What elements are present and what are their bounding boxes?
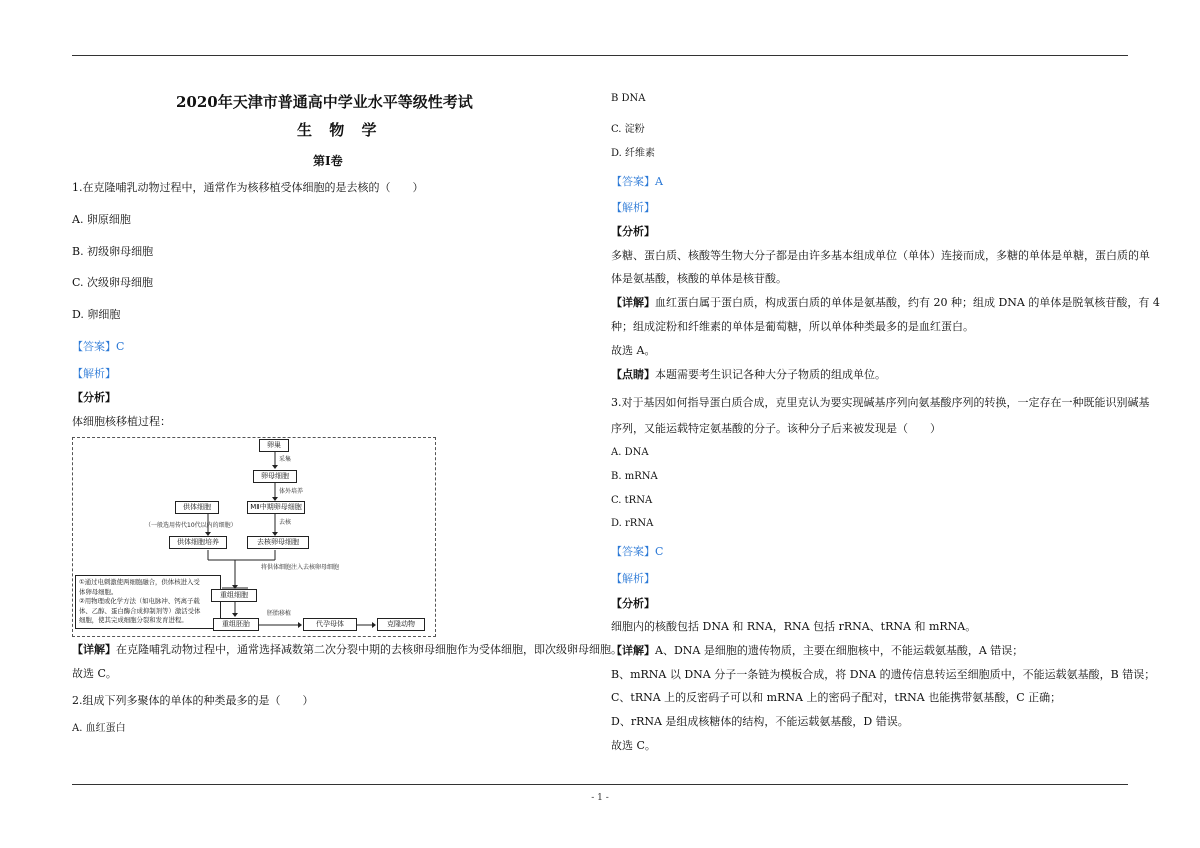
box-quhe: 去核卵母细胞 xyxy=(247,536,309,549)
q2-answer: 【答案】A xyxy=(611,175,663,188)
label-yizhi: 胚胎移植 xyxy=(267,610,292,617)
top-rule xyxy=(72,55,1128,56)
q2-option-c: C. 淀粉 xyxy=(611,124,645,135)
q1-xiangjie-text: 在克隆哺乳动物过程中，通常选择减数第二次分裂中期的去核卵母细胞作为受体细胞，即次级卵母细胞。 xyxy=(116,643,622,656)
q3-fenxi-tag: 【分析】 xyxy=(611,597,655,610)
q1-option-b: B. 初级卵母细胞 xyxy=(72,245,154,258)
q3-analysis-tag: 【解析】 xyxy=(611,572,655,585)
box-chongzu-embryo: 重组胚胎 xyxy=(213,618,259,631)
box-kelong: 克隆动物 xyxy=(377,618,425,631)
q3-option-d: D. rRNA xyxy=(611,518,654,529)
nuclear-transfer-flowchart xyxy=(72,437,436,637)
note-line: ①通过电刺激使两细胞融合，供体核进入受 xyxy=(79,578,200,586)
q1-fenxi-text: 体细胞核移植过程： xyxy=(72,415,171,428)
box-mii: MⅡ中期卵母细胞 xyxy=(247,501,305,514)
note-line: 体、乙醇、蛋白酶合成抑制剂等）激活受体 xyxy=(79,606,201,615)
q2-dianjing-tag: 【点睛】 xyxy=(611,368,655,381)
q3-xiangjie-a xyxy=(611,644,1023,658)
q2-option-a: A. 血红蛋白 xyxy=(72,723,126,734)
q1-conclusion: 故选 C。 xyxy=(72,667,117,680)
q3-xiangjie-c: C、tRNA 上的反密码子可以和 mRNA 上的密码子配对，tRNA 也能携带氨基酸，C 正确； xyxy=(611,691,1062,704)
q2-xiangjie-line1 xyxy=(611,296,1160,310)
q2-xiangjie-line2: 种；组成淀粉和纤维素的单体是葡萄糖，所以单体种类最多的是血红蛋白。 xyxy=(611,320,974,333)
note-line: ②用物理或化学方法（如电脉冲、钙离子载 xyxy=(79,597,200,605)
q2-option-b: B DNA xyxy=(611,93,646,104)
q1-option-c: C. 次级卵母细胞 xyxy=(72,276,154,289)
subject-title: 生 物 学 xyxy=(297,121,383,139)
q3-xiangjie-b: B、mRNA 以 DNA 分子一条链为模板合成，将 DNA 的遗传信息转运至细胞质中，不能运载氨基酸，B 错误； xyxy=(611,668,1156,681)
q1-answer: 【答案】C xyxy=(72,340,125,353)
fusion-activation-notes xyxy=(75,575,221,629)
note-generation: （一般选用传代10代以内的细胞） xyxy=(145,522,237,529)
q1-analysis-tag: 【解析】 xyxy=(72,367,116,380)
label-tiwai: 体外培养 xyxy=(279,488,304,495)
q3-stem-line1: 3.对于基因如何指导蛋白质合成，克里克认为要实现碱基序列向氨基酸序列的转换，一定存在一种既能识别碱基 xyxy=(611,396,1150,409)
q3-fenxi-text: 细胞内的核酸包括 DNA 和 RNA，RNA 包括 rRNA、tRNA 和 mRNA。 xyxy=(611,620,977,633)
q3-xiangjie-d: D、rRNA 是组成核糖体的结构，不能运载氨基酸，D 错误。 xyxy=(611,715,909,728)
bottom-rule xyxy=(72,784,1128,785)
exam-title: 2020年天津市普通高中学业水平等级性考试 xyxy=(176,93,473,111)
box-luanchao: 卵巢 xyxy=(259,439,289,452)
q3-conclusion: 故选 C。 xyxy=(611,739,656,752)
label-inject: 将供体细胞注入去核卵母细胞 xyxy=(261,564,340,571)
q1-stem: 1.在克隆哺乳动物过程中，通常作为核移植受体细胞的是去核的（ ） xyxy=(72,181,424,194)
q3-answer: 【答案】C xyxy=(611,545,664,558)
page-number: - 1 - xyxy=(591,793,609,803)
q1-xiangjie-tag: 【详解】 xyxy=(72,643,116,656)
q1-option-d: D. 卵细胞 xyxy=(72,308,121,321)
q3-option-b: B. mRNA xyxy=(611,471,658,482)
label-quhe: 去核 xyxy=(279,519,292,526)
q1-fenxi-tag: 【分析】 xyxy=(72,391,116,404)
q2-xiangjie-tag: 【详解】 xyxy=(611,296,655,309)
box-gongti: 供体细胞 xyxy=(175,501,219,514)
section-title: 第Ⅰ卷 xyxy=(313,154,343,168)
q2-fenxi-line1: 多糖、蛋白质、核酸等生物大分子都是由许多基本组成单位（单体）连接而成，多糖的单体是单糖，蛋白质的单 xyxy=(611,249,1150,262)
q2-stem: 2.组成下列多聚体的单体的种类最多的是（ ） xyxy=(72,694,314,707)
q2-option-d: D. 纤维素 xyxy=(611,148,656,159)
q2-fenxi-tag: 【分析】 xyxy=(611,225,655,238)
q3-stem-line2: 序列，又能运载特定氨基酸的分子。该种分子后来被发现是（ ） xyxy=(611,422,941,435)
note-line: 细胞，使其完成细胞分裂和发育进程。 xyxy=(79,616,188,624)
q3-option-a: A. DNA xyxy=(611,447,649,458)
box-gongti-culture: 供体细胞培养 xyxy=(169,536,227,549)
box-luanmu: 卵母细胞 xyxy=(253,470,297,483)
q3-xiangjie-a-text: A、DNA 是细胞的遗传物质，主要在细胞核中，不能运载氨基酸，A 错误； xyxy=(655,644,1024,657)
q2-xiangjie-text1: 血红蛋白属于蛋白质，构成蛋白质的单体是氨基酸，约有 20 种；组成 DNA 的单体是脱氧核苷酸，有 4 xyxy=(655,296,1160,309)
q2-dianjing-text: 本题需要考生识记各种大分子物质的组成单位。 xyxy=(655,368,886,381)
box-daiyun: 代孕母体 xyxy=(303,618,357,631)
q3-xiangjie-tag: 【详解】 xyxy=(611,644,655,657)
q2-analysis-tag: 【解析】 xyxy=(611,201,655,214)
note-line: 体卵母细胞。 xyxy=(79,587,118,596)
q2-dianjing xyxy=(611,368,886,382)
q1-option-a: A. 卵原细胞 xyxy=(72,213,131,226)
q2-conclusion: 故选 A。 xyxy=(611,344,656,357)
q3-option-c: C. tRNA xyxy=(611,495,653,506)
q1-xiangjie xyxy=(72,643,622,657)
q2-fenxi-line2: 体是氨基酸，核酸的单体是核苷酸。 xyxy=(611,272,787,285)
label-caiji: 采集 xyxy=(279,456,292,463)
box-chongzu: 重组细胞 xyxy=(211,589,257,602)
